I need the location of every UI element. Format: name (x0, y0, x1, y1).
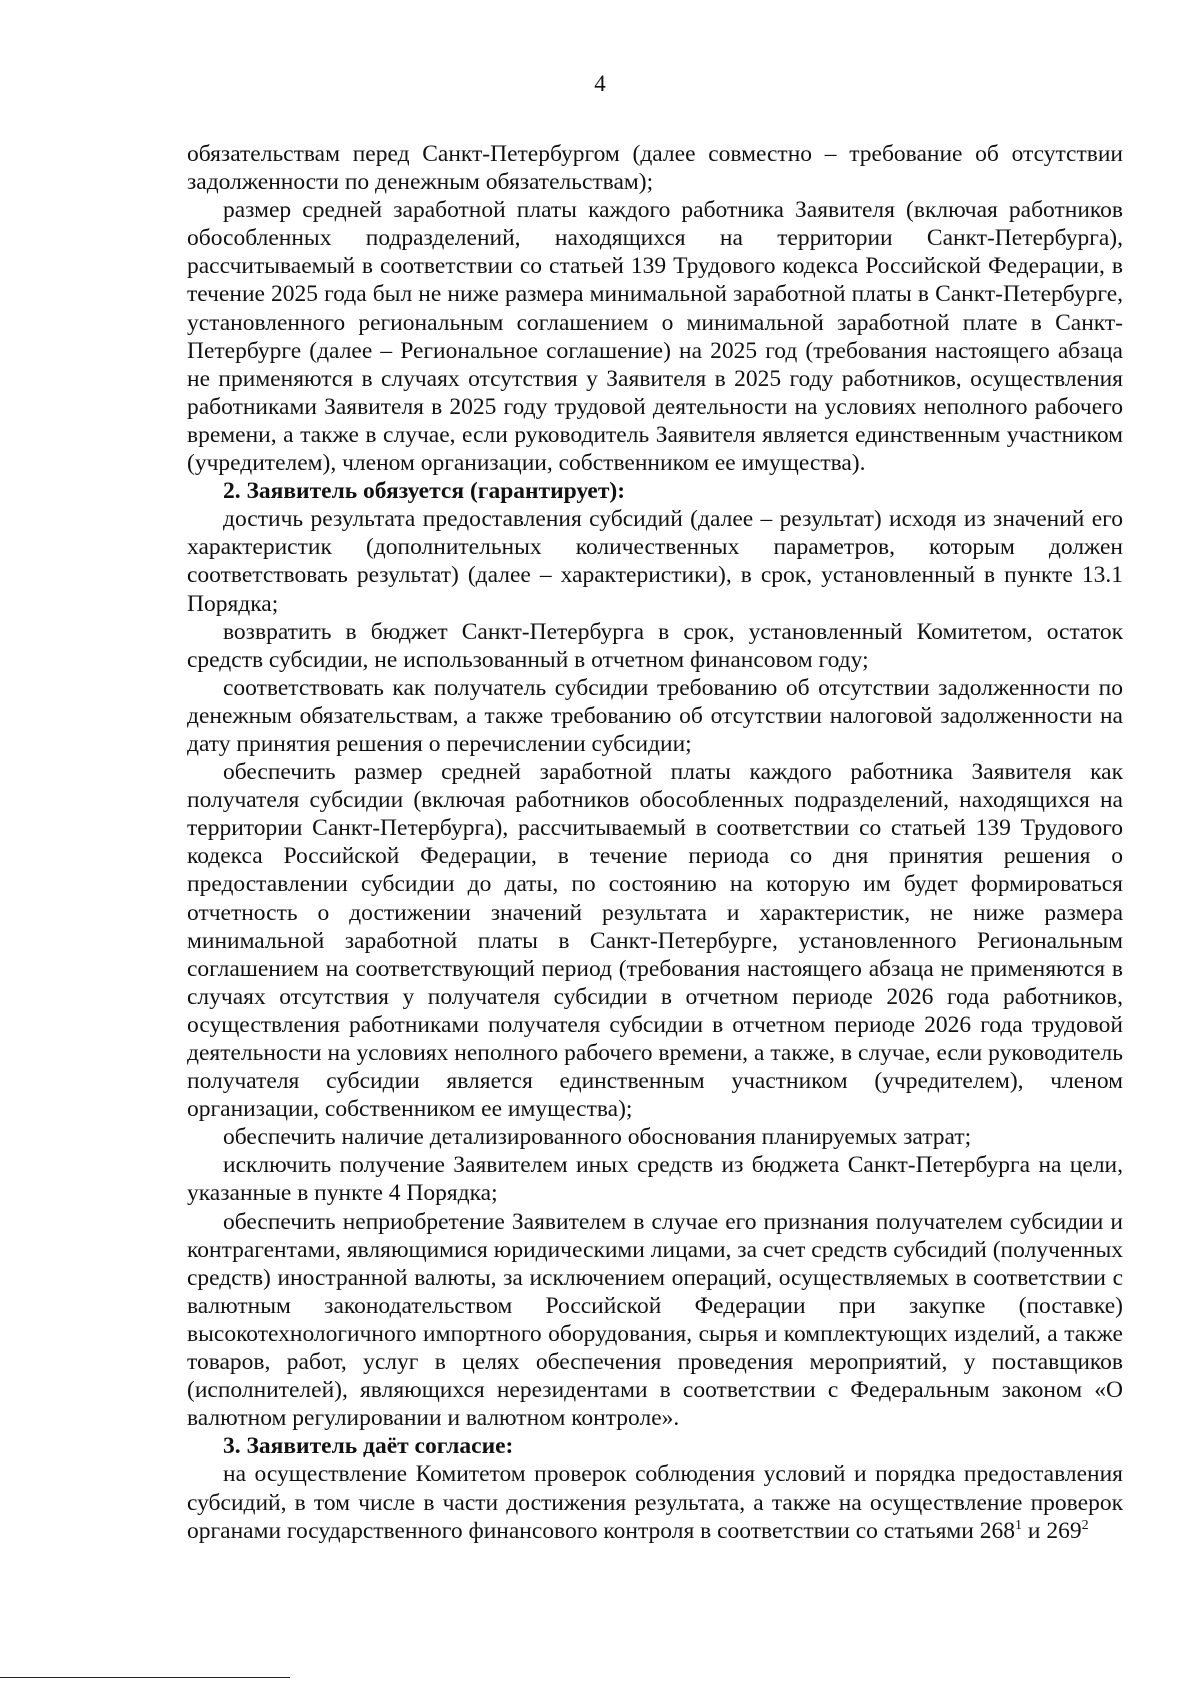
paragraph-ensure-salary: обеспечить размер средней заработной платы каждого работника Заявителя как получателя субсидии (включая работников обособленных подразделений, находящихся на территории Санкт-Петербурга), рассчитываемый в соответствии со статьей 139 Трудового кодекса Российской Федерации, в течение периода со дня принятия решения о предоставлении субсидии до даты, по состоянию на которую им будет формироваться отчетность о достижении значений результата и характеристик, не ниже размера минимальной заработной платы в Санкт-Петербурге, установленного Региональным соглашением на соответствующий период (требования настоящего абзаца не применяются в случаях отсутствия у получателя субсидии в отчетном периоде 2026 года работников, осуществления работниками получателя субсидии в отчетном периоде 2026 года трудовой деятельности на условиях неполного рабочего времени, а также, в случае, если руководитель получателя субсидии является единственным участником (учредителем), членом организации, собственником ее имущества); (187, 759, 1123, 1123)
consent-text-mid: и 269 (1022, 1517, 1082, 1544)
footnote-separator (0, 1677, 290, 1678)
paragraph-no-debt: соответствовать как получатель субсидии требованию об отсутствии задолженности по денежным обязательствам, а также требованию об отсутствии налоговой задолженности на дату принятия решения о перечислении субсидии; (187, 674, 1123, 757)
paragraph-no-foreign-currency: обеспечить неприобретение Заявителем в случае его признания получателем субсидии и контрагентами, являющимися юридическими лицами, за счет средств субсидий (полученных средств) иностранной валюты, за исключением операций, осуществляемых в соответствии с валютным законодательством Российской Федерации при закупке (поставке) высокотехнологичного импортного оборудования, сырья и комплектующих изделий, а также товаров, работ, услуг в целях обеспечения проведения мероприятий, у поставщиков (исполнителей), являющихся нерезидентами в соответствии с Федеральным законом «О валютном регулировании и валютном контроле». (187, 1208, 1123, 1432)
section-heading-obligations: 2. Заявитель обязуется (гарантирует): (223, 478, 626, 505)
section-heading-consent: 3. Заявитель даёт согласие: (223, 1433, 514, 1460)
paragraph-cost-justification: обеспечить наличие детализированного обоснования планируемых затрат; (223, 1124, 972, 1151)
paragraph-return-balance: возвратить в бюджет Санкт-Петербурга в срок, установленный Комитетом, остаток средств субсидии, не использованный в отчетном финансовом году; (187, 618, 1123, 673)
paragraph-average-salary: размер средней заработной платы каждого работника Заявителя (включая работников обособленных подразделений, находящихся на территории Санкт-Петербурга), рассчитываемый в соответствии со статьей 139 Трудового кодекса Российской Федерации, в течение 2025 года был не ниже размера минимальной заработной платы в Санкт-Петербурге, установленного региональным соглашением о минимальной заработной плате в Санкт-Петербурге (далее – Региональное соглашение) на 2025 год (требования настоящего абзаца не применяются в случаях отсутствия у Заявителя в 2025 году работников, осуществления работниками Заявителя в 2025 году трудовой деятельности на условиях неполного рабочего времени, а также в случае, если руководитель Заявителя является единственным участником (учредителем), членом организации, собственником ее имущества). (187, 197, 1123, 477)
document-body (187, 140, 1123, 1545)
page-number: 4 (594, 71, 606, 96)
consent-text: на осуществление Комитетом проверок соблюдения условий и порядка предоставления субсидий, в том числе в части достижения результата, а также на осуществление проверок органами государственного финансового контроля в соответствии со статьями 268 (187, 1461, 1123, 1544)
superscript-1: 1 (1015, 1517, 1022, 1533)
paragraph-achieve-result: достичь результата предоставления субсидий (далее – результат) исходя из значений его характеристик (дополнительных количественных параметров, которым должен соответствовать результат) (далее – характеристики), в срок, установленный в пункте 13.1 Порядка; (187, 506, 1123, 617)
superscript-2: 2 (1081, 1517, 1089, 1533)
paragraph-consent-inspections (187, 1460, 1123, 1544)
paragraph-exclude-other-funds: исключить получение Заявителем иных средств из бюджета Санкт-Петербурга на цели, указанные в пункте 4 Порядка; (187, 1152, 1123, 1207)
paragraph-continuation: обязательствам перед Санкт-Петербургом (далее совместно – требование об отсутствии задолженности по денежным обязательствам); (187, 141, 1123, 196)
